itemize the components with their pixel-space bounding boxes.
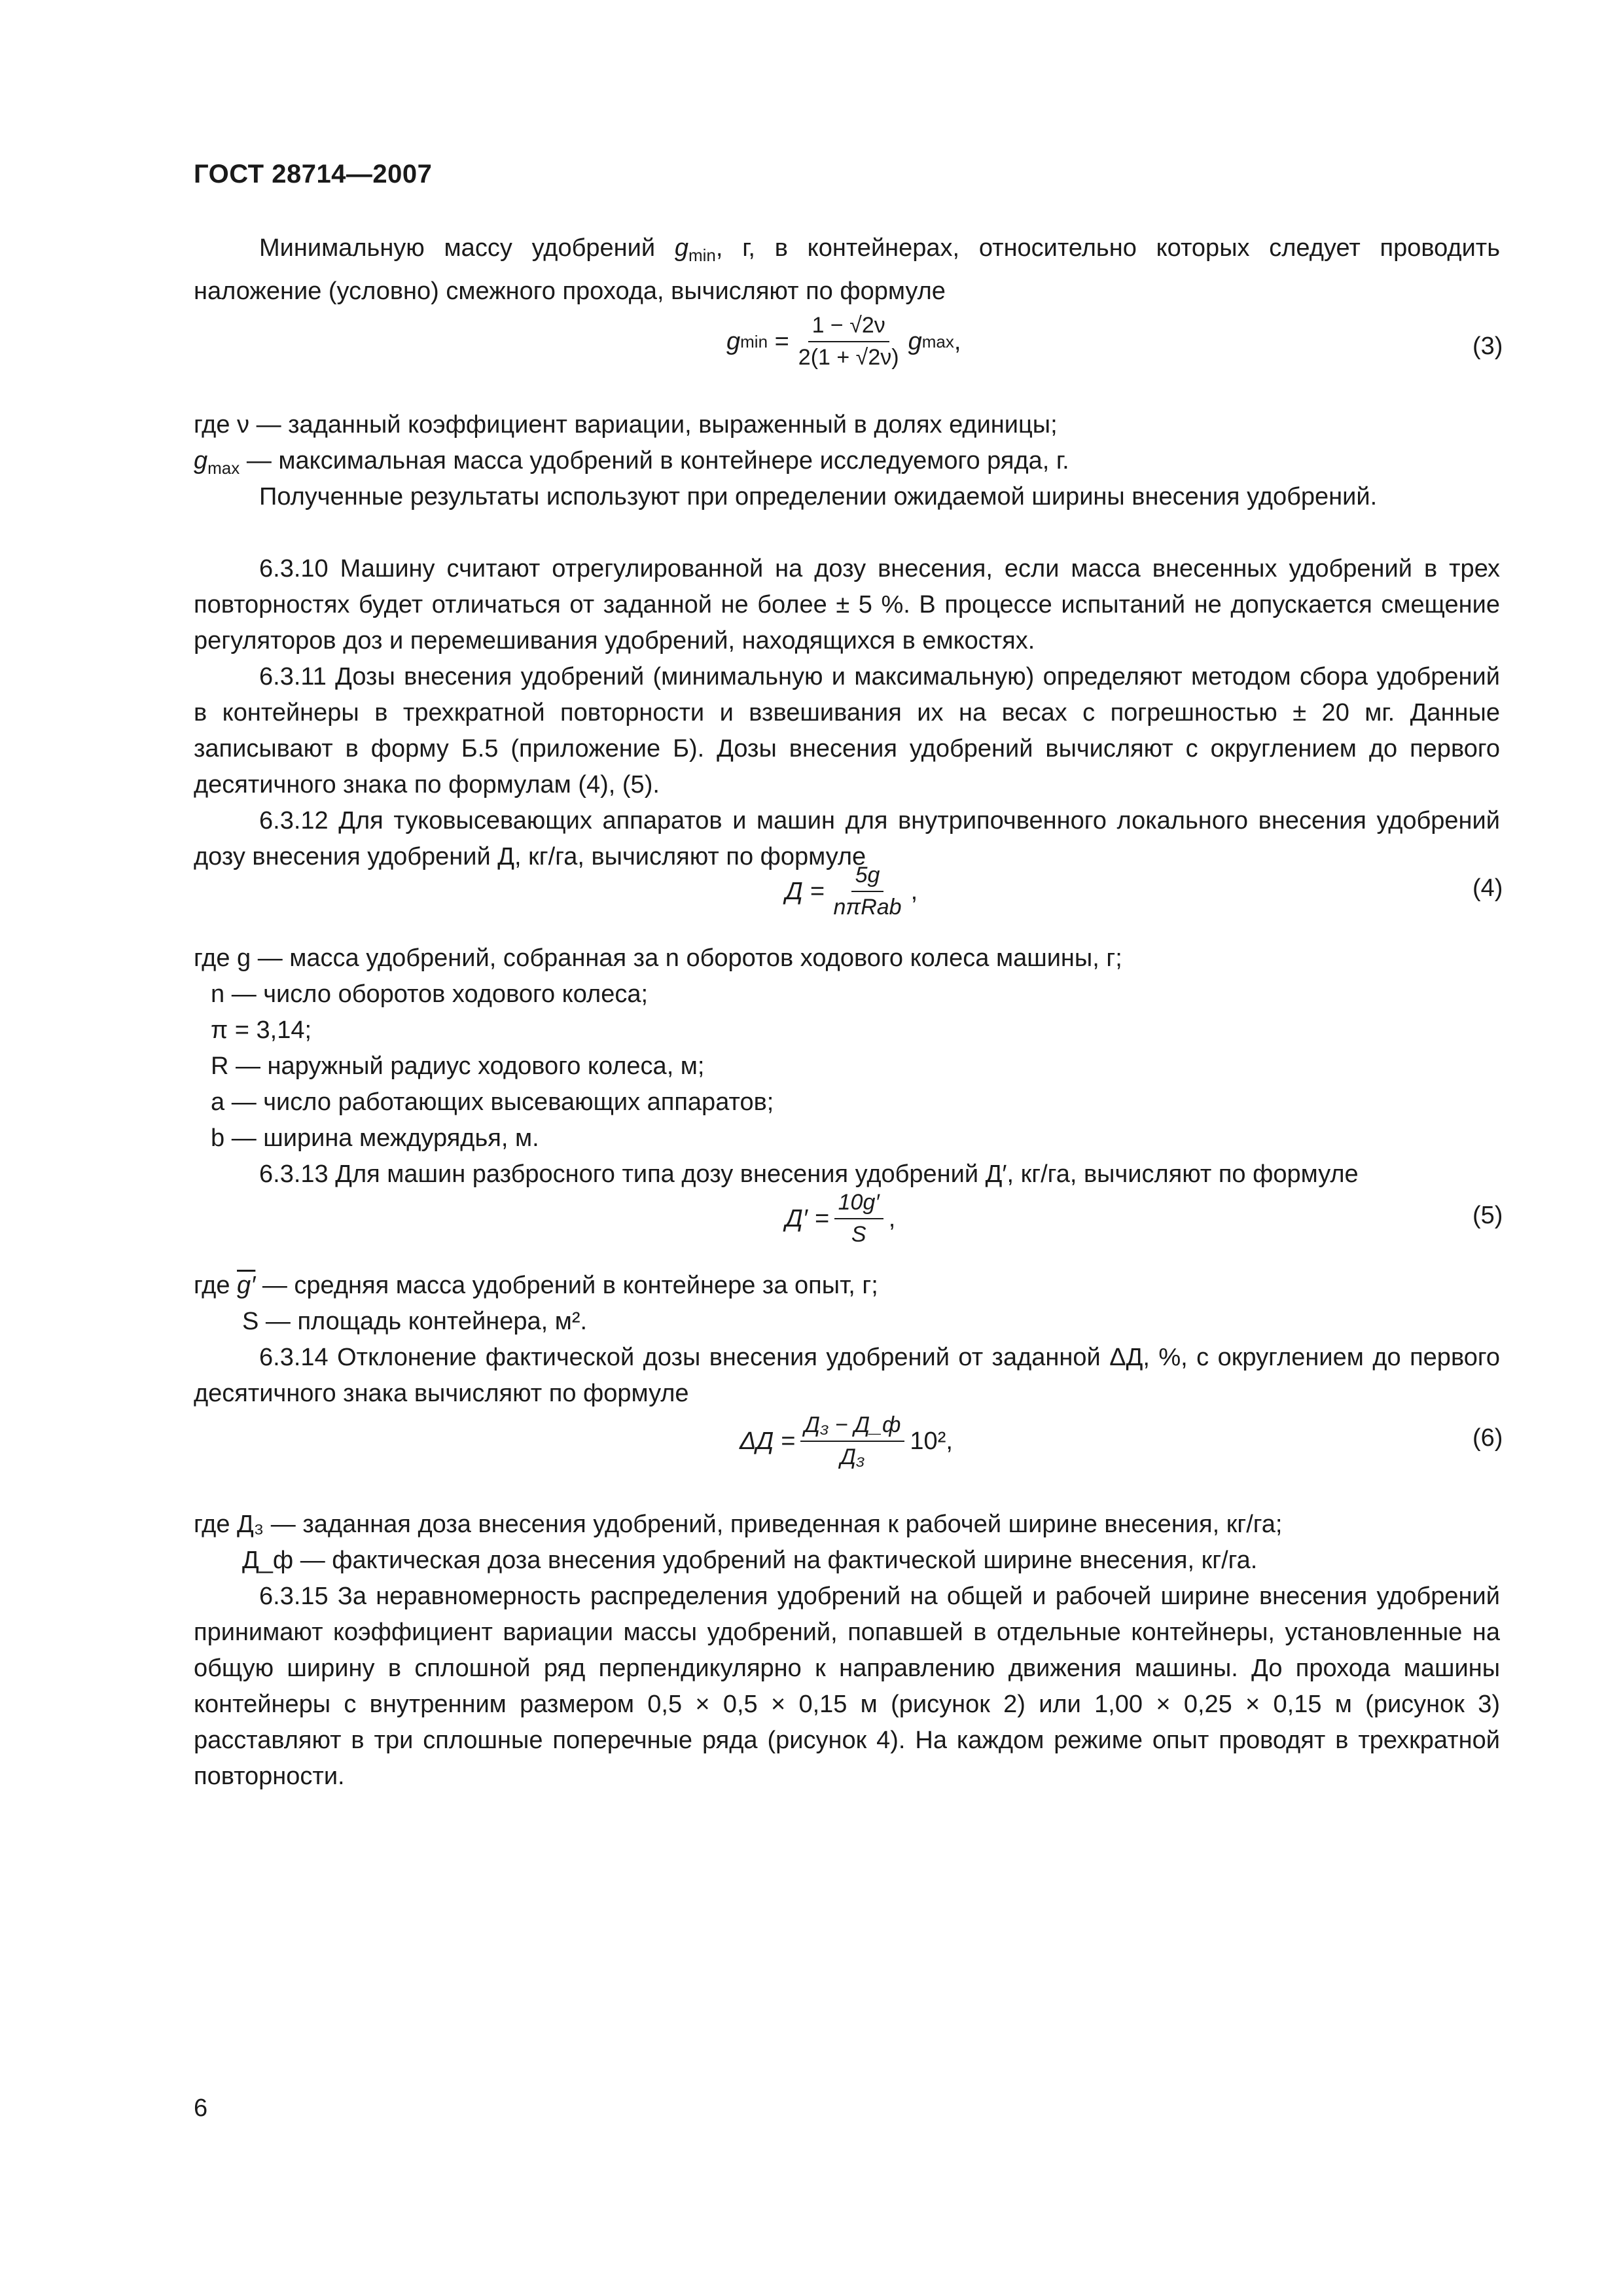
formula-3: g min = $\frac{1 - √2\nu}{2(1 + √2\nu)}$ g max , <box>726 313 961 370</box>
section-6-3-12: 6.3.12 Для туковысевающих аппаратов и машин для внутрипочвенного локального внесения удобрений дозу внесения удобрений Д, кг/га, вычисляют по формуле <box>194 807 1500 870</box>
equation-number-6: (6) <box>1472 1424 1503 1452</box>
where-d3: где Д₃ — заданная доза внесения удобрений, приведенная к рабочей ширине внесения, кг/га; <box>194 1511 1283 1538</box>
formula-5: Д′ = $\frac{10g'}{S}$ , <box>785 1190 896 1247</box>
where-nu: где ν — заданный коэффициент вариации, выраженный в долях единицы; <box>194 411 1058 439</box>
section-6-3-13: 6.3.13 Для машин разбросного типа дозу внесения удобрений Д′, кг/га, вычисляют по формуле <box>259 1160 1359 1188</box>
section-6-3-10: 6.3.10 Машину считают отрегулированной на дозу внесения, если масса внесенных удобрений в трех повторностях будет отличаться от заданной не более ± 5 %. В процессе испытаний не допускается смещение регуляторов доз и перемешивания удобрений, находящихся в емкостях. <box>194 555 1500 655</box>
formula-6-fraction: $\frac{\text{Д₃ − Д\_ф}}{\text{Д₃}}$ <box>800 1412 904 1470</box>
where-n: n — число оборотов ходового колеса; <box>211 980 649 1008</box>
where-pi: π = 3,14; <box>211 1016 312 1044</box>
where-df: Д_ф — фактическая доза внесения удобрений на фактической ширине внесения, кг/га. <box>242 1547 1258 1574</box>
equation-number-5: (5) <box>1472 1202 1503 1229</box>
result-paragraph: Полученные результаты используют при определении ожидаемой ширины внесения удобрений. <box>259 483 1378 511</box>
where-b: b — ширина междурядья, м. <box>211 1124 539 1152</box>
formula-6: ΔД = $\frac{\text{Д₃ − Д\_ф}}{\text{Д₃}}$ 10², <box>740 1412 953 1469</box>
section-6-3-15: 6.3.15 За неравномерность распределения удобрений на общей и рабочей ширине внесения удобрений принимают коэффициент вариации массы удобрений, попавшей в отдельные контейнеры, установленные на общую ширину в сплошной ряд перпендикулярно к направлению движения машины. До прохода машины контейнеры с внутренним размером 0,5 × 0,5 × 0,15 м (рисунок 2) или 1,00 × 0,25 × 0,15 м (рисунок 3) расставляют в три сплошные поперечные ряда (рисунок 4). На каждом режиме опыт проводят в трехкратной повторности. <box>194 1583 1500 1790</box>
formula-4: Д = $\frac{5g}{\text{nπRab}}$ , <box>785 863 918 920</box>
equation-number-4: (4) <box>1472 874 1503 902</box>
where-a: a — число работающих высевающих аппаратов; <box>211 1088 774 1116</box>
where-g-mean: где g′ — средняя масса удобрений в контейнере за опыт, г; <box>194 1272 878 1299</box>
intro-paragraph: Минимальную массу удобрений $g_{min}$, г, в контейнерах, относительно которых следует проводить наложение (условно) смежного прохода, вычисляют по формуле <box>194 234 1501 305</box>
where-r: R — наружный радиус ходового колеса, м; <box>211 1052 705 1080</box>
where-g: где g — масса удобрений, собранная за n оборотов ходового колеса машины, г; <box>194 944 1122 972</box>
section-6-3-14: 6.3.14 Отклонение фактической дозы внесения удобрений от заданной ΔД, %, с округлением до первого десятичного знака вычисляют по формуле <box>194 1344 1500 1407</box>
document-header: ГОСТ 28714—2007 <box>194 160 433 188</box>
formula-3-fraction: $\frac{1 - √2\nu}{2(1 + √2\nu)}$ <box>798 313 899 370</box>
where-s: S — площадь контейнера, м². <box>242 1308 588 1335</box>
formula-5-fraction: $\frac{10g'}{S}$ <box>834 1190 883 1247</box>
equation-number-3: (3) <box>1472 332 1503 360</box>
page-number: 6 <box>194 2094 208 2122</box>
formula-4-fraction: $\frac{5g}{\text{nπRab}}$ <box>833 863 902 920</box>
where-gmax: $g_{max}$ — максимальная масса удобрений в контейнере исследуемого ряда, г. <box>194 447 1069 478</box>
section-6-3-11: 6.3.11 Дозы внесения удобрений (минимальную и максимальную) определяют методом сбора удобрений в контейнеры в трехкратной повторности и взвешивания их на весах с погрешностью ± 20 мг. Данные записывают в форму Б.5 (приложение Б). Дозы внесения удобрений вычисляют с округлением до первого десятичного знака по формулам (4), (5). <box>194 663 1500 798</box>
